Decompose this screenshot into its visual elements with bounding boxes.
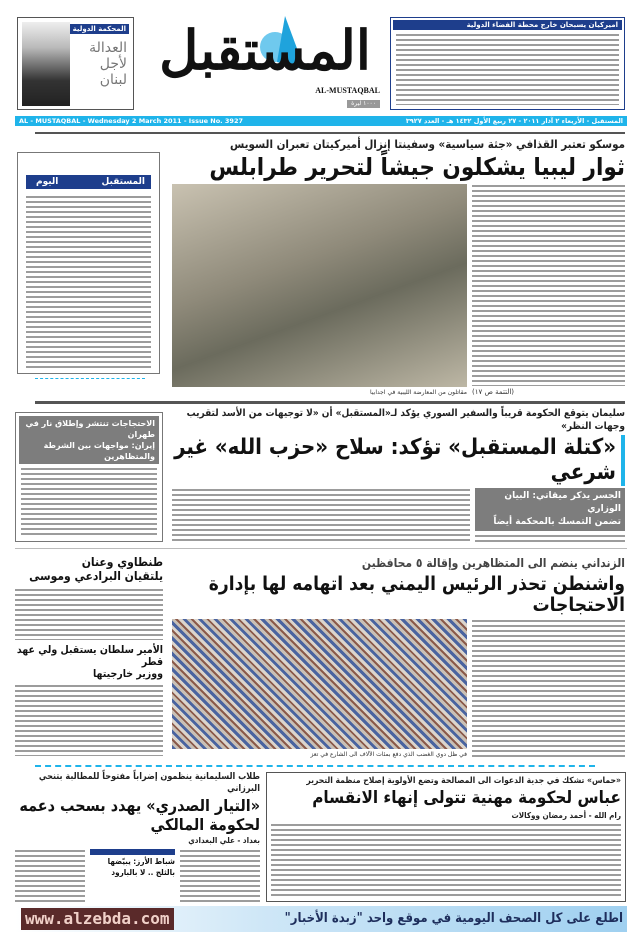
palestine-byline: رام الله - أحمد رمضان ووكالات — [511, 810, 621, 820]
divider — [15, 548, 627, 549]
yemen-caption: في ظل دوي الغضب الذي دفع بمئات الآلاف الى الشارع في تعز — [310, 751, 467, 758]
portrait-photo — [22, 22, 70, 106]
second-right-column — [475, 488, 625, 544]
logo-latin: AL-MUSTAQBAL — [315, 86, 380, 95]
yemen-section — [172, 556, 625, 759]
article-body-text — [15, 849, 85, 904]
iran-box — [15, 412, 163, 542]
article-body-text — [472, 184, 625, 386]
article-body-text — [15, 684, 163, 756]
footer-banner[interactable] — [15, 906, 627, 932]
yemen-photo-column — [172, 619, 467, 759]
article-body-text — [172, 488, 470, 544]
yemen-kicker: الزنداني ينضم الى المتظاهرين وإقالة ٥ محافظين — [361, 556, 625, 570]
lead-text-column — [472, 184, 625, 397]
iran-headline — [19, 416, 159, 464]
lead-photo — [172, 184, 467, 387]
tribunal-label: المحكمة الدولية — [70, 24, 129, 34]
tribunal-box — [17, 17, 134, 110]
palestine-headline: عباس لحكومة مهنية تتولى إنهاء الانقسام — [312, 788, 621, 809]
iran-line: إيران: مواجهات بين الشرطة والمتظاهرين — [43, 441, 155, 461]
divider — [35, 132, 625, 134]
article-body-text — [472, 619, 625, 759]
article-body-text — [21, 467, 157, 538]
logo — [150, 12, 380, 114]
headline-line: يلتقيان البرادعي وموسى — [29, 568, 163, 583]
yemen-photo — [172, 619, 467, 749]
article-body-text — [180, 849, 260, 904]
iraq-body — [15, 849, 260, 904]
palestine-box — [266, 772, 626, 902]
slogan-line: لبنان — [99, 72, 127, 88]
headline-line: طنطاوي وعنان — [81, 555, 163, 569]
slogan — [89, 40, 127, 88]
second-section — [172, 407, 625, 544]
divider — [35, 765, 595, 767]
slogan-line: العدالة — [89, 40, 127, 56]
today-header — [26, 175, 151, 189]
left-column-bottom — [15, 556, 163, 756]
sidebox-line: الجسر يذكر ميقاتي: البيان الوزاري — [504, 490, 621, 514]
slogan-line: لأجل — [99, 56, 127, 72]
iran-line: الاحتجاجات تنتشر وإطلاق نار في طهران — [25, 419, 155, 439]
lead-photo-column — [172, 184, 467, 397]
today-label2: اليوم — [36, 177, 59, 187]
second-sidebox — [475, 488, 625, 531]
headline-line: ووزير خارجيتها — [93, 667, 163, 680]
iraq-headline: «التيار الصدري» يهدد بسحب دعمه لحكومة المالكي — [19, 796, 260, 834]
second-kicker: سليمان يتوقع الحكومة قريباً والسفير السوري يؤكد لـ«المستقبل» أن «لا توجيهات من الأسد لتقريب وجهات النظر» — [186, 408, 625, 432]
iraq-section — [15, 772, 260, 904]
second-headline: «كتلة المستقبل» تؤكد: سلاح «حزب الله» غير شرعي — [172, 435, 625, 486]
lead-headline: ثوار ليبيا يشكلون جيشاً لتحرير طرابلس — [209, 152, 625, 181]
today-box — [17, 152, 160, 374]
logo-arabic: المستقبل — [159, 18, 371, 82]
iraq-byline: بغداد - علي البغدادي — [188, 836, 260, 846]
lead-body — [172, 184, 625, 397]
saudi-headline — [15, 644, 163, 680]
lead-continued: (التتمة ص ١٧) — [472, 388, 515, 396]
space-news-box — [390, 17, 625, 110]
article-body-text — [396, 33, 619, 105]
space-news-headline: اميركيان يسبحان خارج محطة الفضاء الدولية — [393, 20, 622, 30]
ad-line: شباط الأرز: يبيّضها — [107, 856, 175, 866]
ad-line: بالثلج .. لا بالبارود — [111, 867, 175, 877]
article-body-text — [26, 195, 151, 370]
yemen-body — [172, 619, 625, 759]
yemen-headline: واشنطن تحذر الرئيس اليمني بعد اتهامه لها بإدارة الاحتجاجات — [208, 572, 625, 617]
lead-section — [172, 137, 625, 397]
article-body-text — [475, 534, 625, 544]
egypt-headline — [15, 556, 163, 584]
lead-kicker: موسكو تعتبر القذافي «جثة سياسية» وسفينتا إنزال أميركيتان تعبران السويس — [230, 137, 625, 151]
divider — [35, 378, 145, 380]
sidebox-line: تضمن التمسك بالمحكمة أيضاً — [493, 516, 621, 527]
lead-caption: مقاتلون من المعارضة الليبية في اجدابيا — [370, 389, 467, 396]
headline-line: الأمير سلطان يستقبل ولي عهد قطر — [16, 643, 163, 668]
date-arabic: المستقبل - الأربعاء ٢ آذار ٢٠١١ - ٢٧ ربيع الأول ١٤٣٢ هـ - العدد ٣٩٢٧ — [405, 117, 623, 125]
palestine-kicker: «حماس» تشكك في جدية الدعوات الى المصالحة وتضع الأولوية إصلاح منظمة التحرير — [306, 776, 621, 786]
price: ١٠٠٠ ليرة — [347, 100, 380, 108]
cedar-ad — [90, 849, 175, 904]
divider — [35, 401, 625, 404]
second-body — [172, 488, 625, 544]
article-body-text — [271, 823, 621, 898]
article-body-text — [15, 588, 163, 640]
date-bar — [15, 116, 627, 126]
date-english: AL - MUSTAQBAL - Wednesday 2 March 2011 - Issue No. 3927 — [19, 117, 243, 125]
footer-url[interactable]: www.alzebda.com — [21, 908, 174, 930]
today-label: المستقبل — [101, 177, 145, 187]
footer-slogan: اطلع على كل الصحف اليومية في موقع واحد "زبدة الأخبار" — [284, 910, 623, 926]
iraq-kicker: طلاب السليمانية ينظمون إضراباً مفتوحاً للمطالبة بتنحي البرزاني — [38, 772, 260, 794]
